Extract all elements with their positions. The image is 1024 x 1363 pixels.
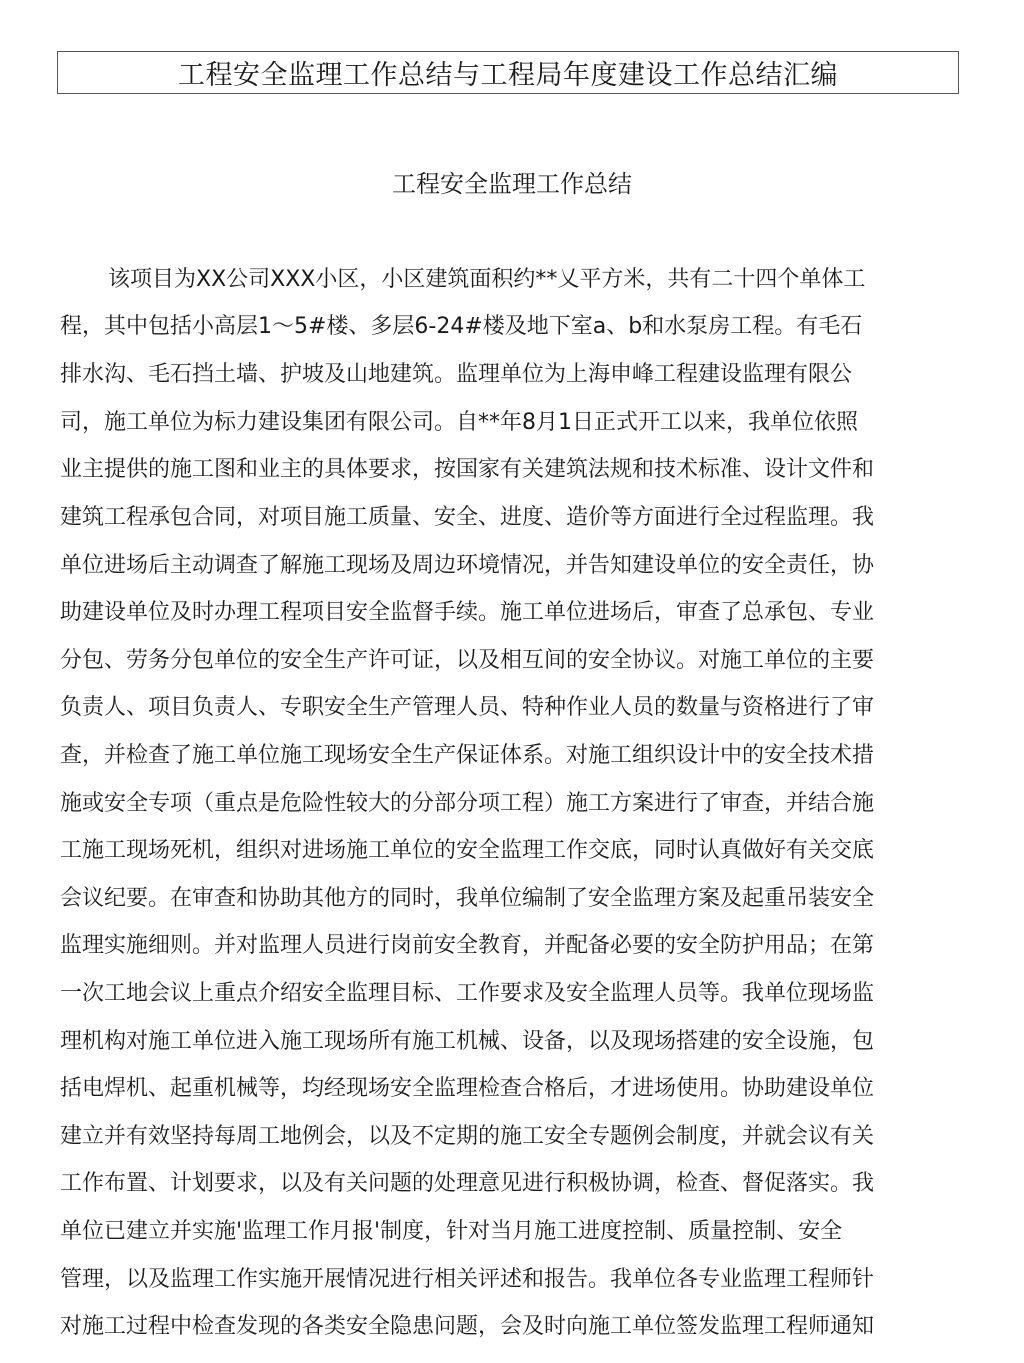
paragraph-line: 查，并检查了施工单位施工现场安全生产保证体系。对施工组织设计中的安全技术措 [60,743,875,768]
paragraph-line: 单位进场后主动调查了解施工现场及周边环境情况，并告知建设单位的安全责任，协 [60,553,875,578]
paragraph-line: 助建设单位及时办理工程项目安全监督手续。施工单位进场后，审查了总承包、专业 [60,600,875,625]
paragraph-line: 对施工过程中检查发现的各类安全隐患问题，会及时向施工单位签发监理工程师通知 [60,1314,875,1339]
paragraph-line: 负责人、项目负责人、专职安全生产管理人员、特种作业人员的数量与资格进行了审 [60,695,875,720]
document-title-box [57,51,959,94]
paragraph-line: 分包、劳务分包单位的安全生产许可证，以及相互间的安全协议。对施工单位的主要 [60,648,875,673]
paragraph-line: 监理实施细则。并对监理人员进行岗前安全教育，并配备必要的安全防护用品；在第 [60,933,875,958]
document-title: 工程安全监理工作总结与工程局年度建设工作总结汇编 [178,60,838,91]
paragraph-line: 工作布置、计划要求，以及有关问题的处理意见进行积极协调，检查、督促落实。我 [60,1171,875,1196]
paragraph-line: 业主提供的施工图和业主的具体要求，按国家有关建筑法规和技术标准、设计文件和 [60,457,875,482]
paragraph-line: 建筑工程承包合同，对项目施工质量、安全、进度、造价等方面进行全过程监理。我 [60,505,875,530]
paragraph-line: 该项目为XX公司XXX小区，小区建筑面积约**乂平方米，共有二十四个单体工 [108,267,866,292]
paragraph-line: 单位已建立并实施'监理工作月报'制度，针对当月施工进度控制、质量控制、安全 [60,1219,843,1244]
paragraph-line: 理机构对施工单位进入施工现场所有施工机械、设备，以及现场搭建的安全设施，包 [60,1029,875,1054]
paragraph-line: 排水沟、毛石挡土墙、护坡及山地建筑。监理单位为上海申峰工程建设监理有限公 [60,362,853,387]
paragraph-line: 工施工现场死机，组织对进场施工单位的安全监理工作交底，同时认真做好有关交底 [60,838,875,863]
paragraph-line: 程，其中包括小高层1～5#楼、多层6-24#楼及地下室a、b和水泵房工程。有毛石 [60,314,863,339]
paragraph-line: 会议纪要。在审查和协助其他方的同时，我单位编制了安全监理方案及起重吊装安全 [60,886,875,911]
paragraph-line: 建立并有效坚持每周工地例会，以及不定期的施工安全专题例会制度，并就会议有关 [60,1124,875,1149]
paragraph-line: 管理，以及监理工作实施开展情况进行相关评述和报告。我单位各专业监理工程师针 [60,1267,875,1292]
paragraph-line: 括电焊机、起重机械等，均经现场安全监理检查合格后，才进场使用。协助建设单位 [60,1076,875,1101]
paragraph-line: 司，施工单位为标力建设集团有限公司。自**年8月1日正式开工以来，我单位依照 [60,410,858,435]
section-heading: 工程安全监理工作总结 [392,170,632,198]
paragraph-line: 施或安全专项（重点是危险性较大的分部分项工程）施工方案进行了审查，并结合施 [60,791,875,816]
paragraph-line: 一次工地会议上重点介绍安全监理目标、工作要求及安全监理人员等。我单位现场监 [60,981,875,1006]
